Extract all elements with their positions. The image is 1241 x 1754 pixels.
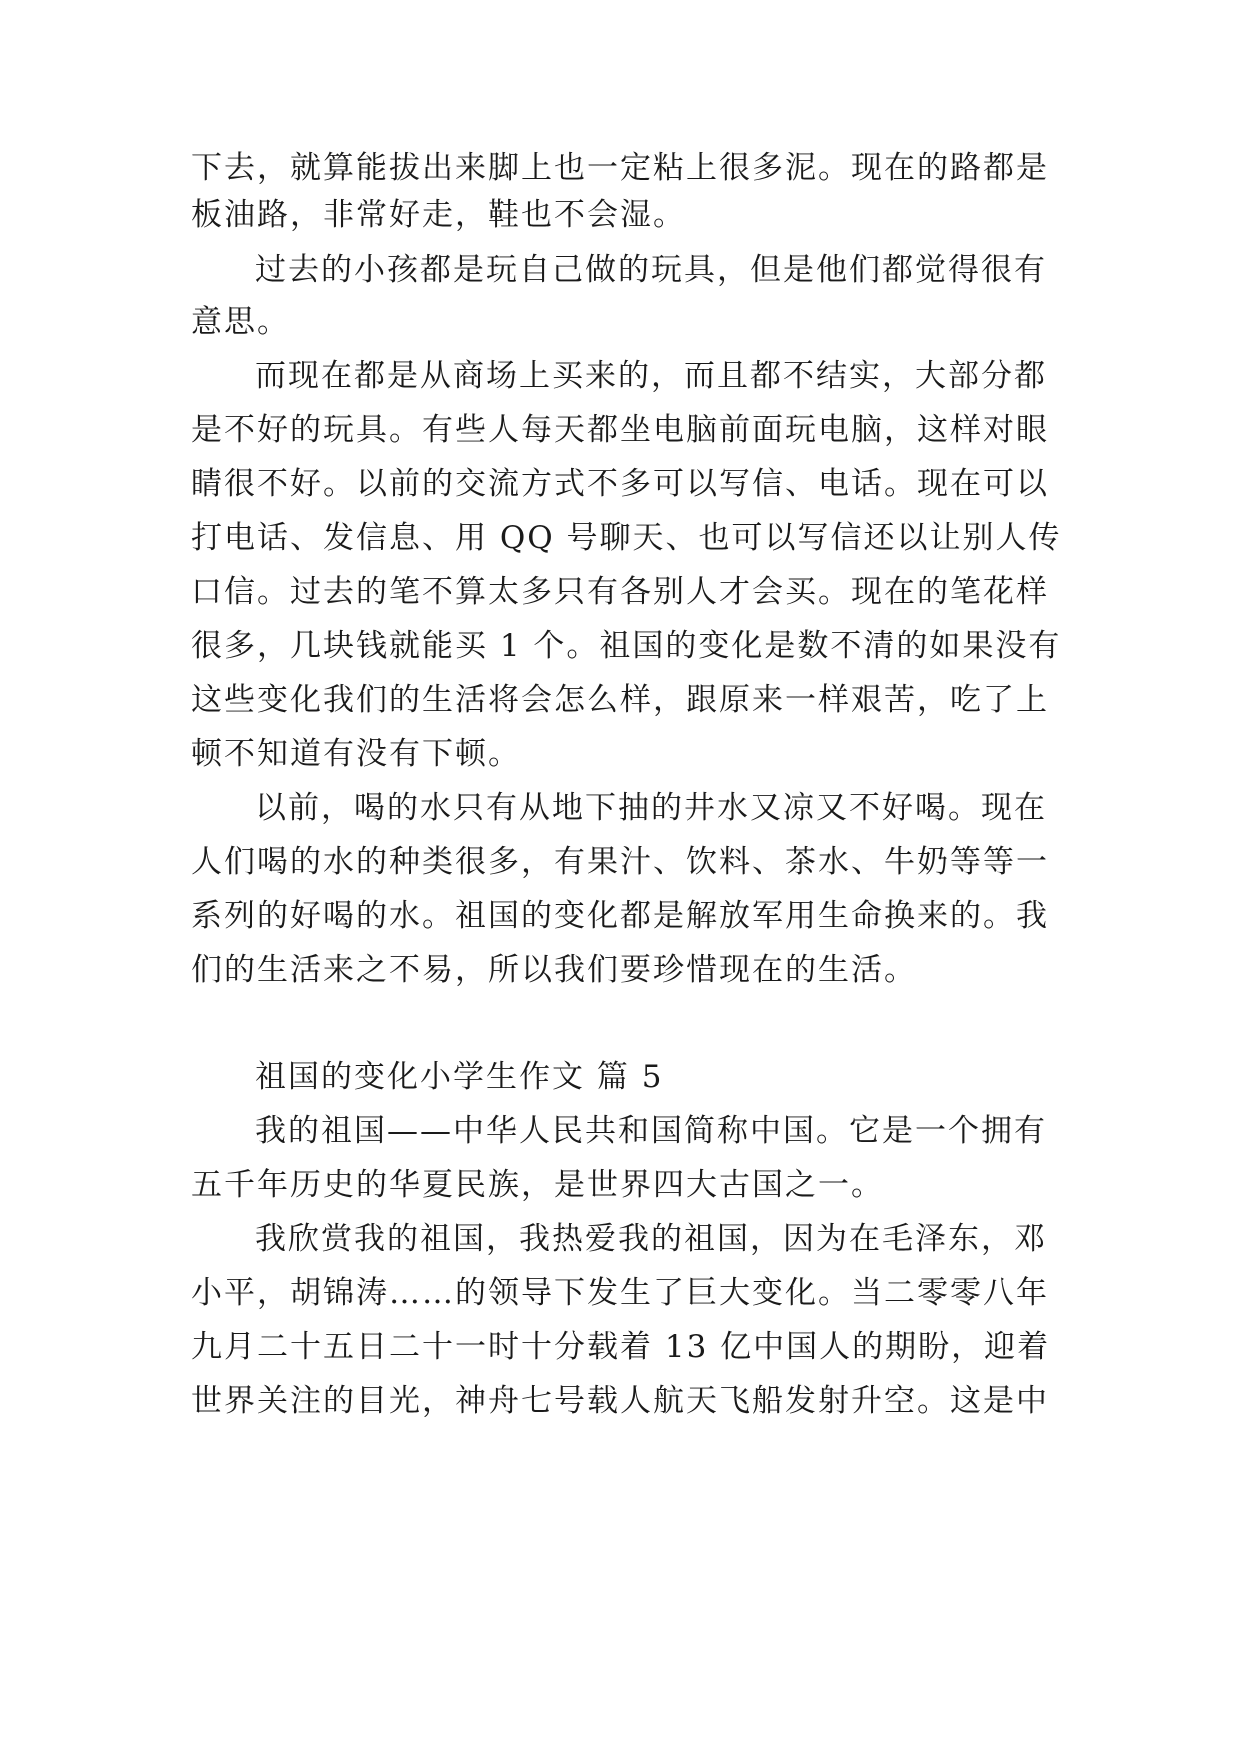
text-line: 五千年历史的华夏民族，是世界四大古国之一。 (191, 1167, 884, 1203)
text-line: 意思。 (191, 304, 290, 340)
text-line: 很多，几块钱就能买 1 个。祖国的变化是数不清的如果没有 (191, 628, 1062, 664)
text-line: 九月二十五日二十一时十分载着 13 亿中国人的期盼，迎着 (191, 1329, 1051, 1365)
text-line: 世界关注的目光，神舟七号载人航天飞船发射升空。这是中 (191, 1383, 1049, 1419)
text-line: 睛很不好。以前的交流方式不多可以写信、电话。现在可以 (191, 466, 1049, 502)
text-line: 下去，就算能拔出来脚上也一定粘上很多泥。现在的路都是 (191, 150, 1049, 186)
text-line: 们的生活来之不易，所以我们要珍惜现在的生活。 (191, 952, 917, 988)
text-line: 我的祖国——中华人民共和国简称中国。它是一个拥有 (255, 1113, 1047, 1149)
text-line: 是不好的玩具。有些人每天都坐电脑前面玩电脑，这样对眼 (191, 412, 1049, 448)
text-line: 以前，喝的水只有从地下抽的井水又凉又不好喝。现在 (255, 790, 1047, 826)
text-line: 人们喝的水的种类很多，有果汁、饮料、茶水、牛奶等等一 (191, 844, 1049, 880)
text-line: 小平，胡锦涛……的领导下发生了巨大变化。当二零零八年 (191, 1275, 1049, 1311)
text-line: 板油路，非常好走，鞋也不会湿。 (191, 197, 686, 233)
text-line: 我欣赏我的祖国，我热爱我的祖国，因为在毛泽东，邓 (255, 1221, 1047, 1257)
text-line: 而现在都是从商场上买来的，而且都不结实，大部分都 (255, 358, 1047, 394)
text-line: 系列的好喝的水。祖国的变化都是解放军用生命换来的。我 (191, 898, 1049, 934)
text-line: 这些变化我们的生活将会怎么样，跟原来一样艰苦，吃了上 (191, 682, 1049, 718)
text-line: 顿不知道有没有下顿。 (191, 736, 521, 772)
text-line: 过去的小孩都是玩自己做的玩具，但是他们都觉得很有 (255, 252, 1047, 288)
section-heading: 祖国的变化小学生作文 篇 5 (255, 1059, 664, 1095)
text-line: 口信。过去的笔不算太多只有各别人才会买。现在的笔花样 (191, 574, 1049, 610)
text-line: 打电话、发信息、用 QQ 号聊天、也可以写信还以让别人传 (191, 520, 1062, 556)
